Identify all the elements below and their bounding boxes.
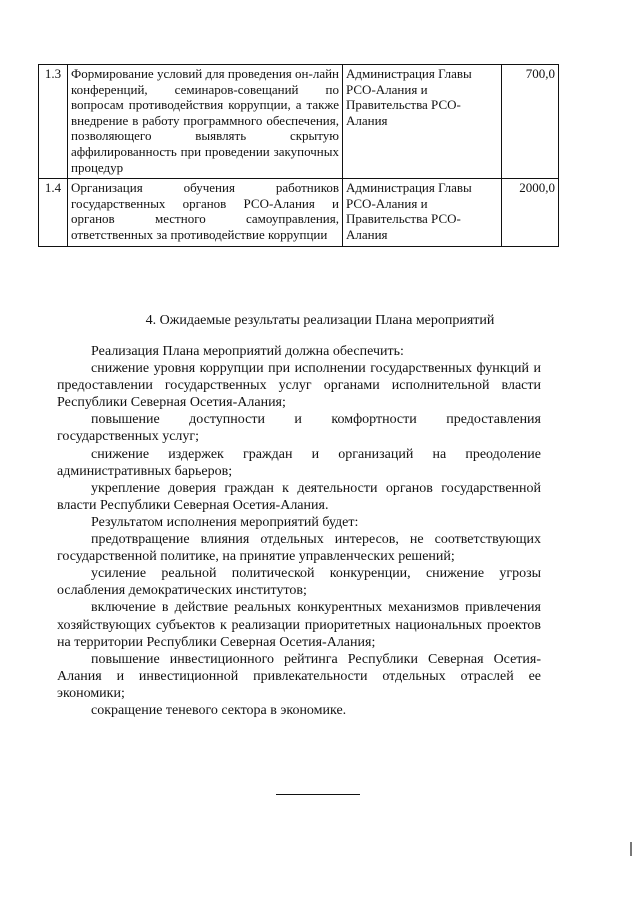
- end-divider: [276, 794, 360, 795]
- measures-table: [38, 64, 559, 247]
- paragraph: укрепление доверия граждан к деятельности органов государственной власти Республики Северная Осетия-Алания.: [57, 480, 541, 513]
- section-body: [57, 343, 541, 719]
- table-row: [39, 65, 559, 179]
- paragraph: сокращение теневого сектора в экономике.: [91, 702, 347, 718]
- paragraph: предотвращение влияния отдельных интересов, не соответствующих государственной политике, на принятие управленческих решений;: [57, 532, 541, 565]
- row-number: 1.3: [39, 65, 68, 179]
- row-number: 1.4: [39, 179, 68, 246]
- measure-description: Формирование условий для проведения он-лайн конференций, семинаров-совещаний по вопросам противодействия коррупции, а также внедрение в работу программного обеспечения, позволяющего выявлять скрытую аффилированность при проведении закупочных процедур: [68, 65, 343, 179]
- paragraph: включение в действие реальных конкурентных механизмов привлечения хозяйствующих субъектов к реализации приоритетных национальных проектов на территории Республики Северная Осетия-Алания;: [57, 600, 541, 650]
- measure-description: Организация обучения работников государственных органов РСО-Алания и органов местного самоуправления, ответственных за противодействие коррупции: [68, 179, 343, 246]
- funding-amount: 700,0: [502, 65, 559, 179]
- table-row: [39, 179, 559, 246]
- scan-edge-mark: [630, 842, 632, 856]
- responsible-body: Администрация Главы РСО-Алания и Правительства РСО-Алания: [343, 179, 502, 246]
- paragraph: усиление реальной политической конкуренции, снижение угрозы ослабления демократических институтов;: [57, 566, 541, 599]
- section-heading: 4. Ожидаемые результаты реализации Плана мероприятий: [145, 313, 495, 328]
- paragraph: снижение издержек граждан и организаций на преодоление административных барьеров;: [57, 446, 541, 479]
- responsible-body: Администрация Главы РСО-Алания и Правительства РСО-Алания: [343, 65, 502, 179]
- paragraph: Результатом исполнения мероприятий будет:: [91, 514, 359, 530]
- funding-amount: 2000,0: [502, 179, 559, 246]
- paragraph: повышение доступности и комфортности предоставления государственных услуг;: [57, 412, 541, 445]
- paragraph: повышение инвестиционного рейтинга Республики Северная Осетия-Алания и инвестиционной привлекательности отдельных отраслей ее экономики;: [57, 651, 541, 701]
- paragraph: снижение уровня коррупции при исполнении государственных функций и предоставлении государственных услуг органами исполнительной власти Республики Северная Осетия-Алания;: [57, 361, 541, 411]
- paragraph: Реализация Плана мероприятий должна обеспечить:: [91, 344, 404, 359]
